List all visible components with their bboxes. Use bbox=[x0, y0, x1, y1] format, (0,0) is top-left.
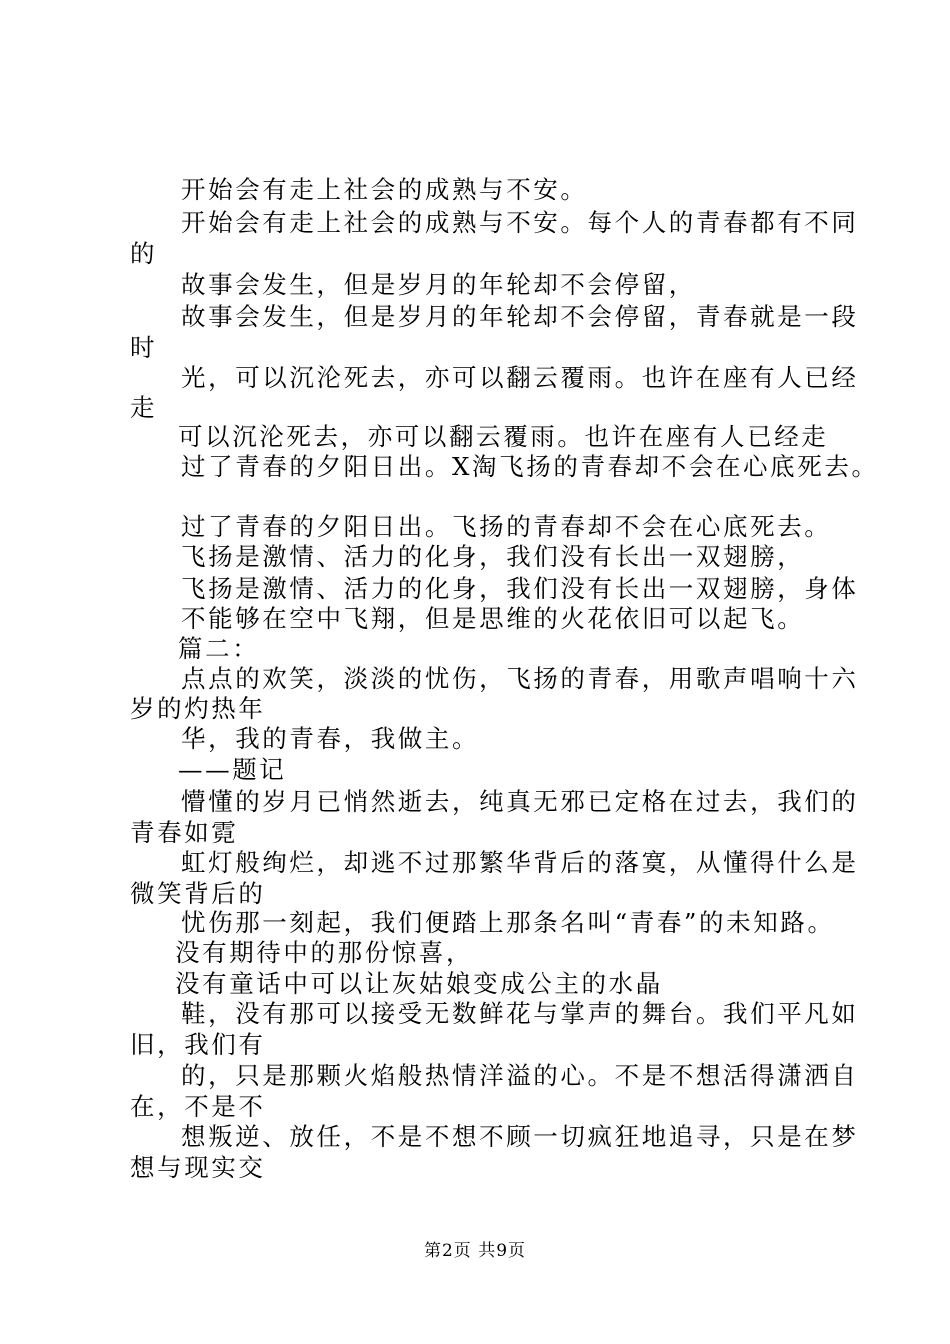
text-line: 飞扬是激情、活力的化身，我们没有长出一双翅膀，身体 bbox=[181, 574, 859, 603]
text-line: 开始会有走上社会的成熟与不安。每个人的青春都有不同 bbox=[181, 208, 859, 237]
heading: 篇二： bbox=[178, 634, 260, 663]
text-line: 时 bbox=[130, 333, 158, 362]
page-number-footer: 第2页 共9页 bbox=[423, 1241, 527, 1261]
text-line: 鞋，没有那可以接受无数鲜花与掌声的舞台。我们平凡如 bbox=[181, 999, 859, 1028]
text-line: 故事会发生，但是岁月的年轮却不会停留，青春就是一段 bbox=[181, 302, 859, 331]
epigraph-attribution: ——题记 bbox=[178, 755, 287, 784]
text-line: 想叛逆、放任，不是不想不顾一切疯狂地追寻，只是在梦 bbox=[181, 1122, 859, 1151]
text-line: 点点的欢笑，淡淡的忧伤，飞扬的青春，用歌声唱响十六 bbox=[181, 664, 859, 693]
text-line: 微笑背后的 bbox=[130, 879, 266, 908]
text-line: 懵懂的岁月已悄然逝去，纯真无邪已定格在过去，我们的 bbox=[181, 787, 859, 816]
text-line: 过了青春的夕阳日出。X淘飞扬的青春却不会在心底死去。 bbox=[181, 452, 879, 481]
text-line: 过了青春的夕阳日出。飞扬的青春却不会在心底死去。 bbox=[181, 512, 832, 541]
text-line: 开始会有走上社会的成熟与不安。 bbox=[181, 175, 588, 204]
text-line: 在，不是不 bbox=[130, 1092, 266, 1121]
text-line: 想与现实交 bbox=[130, 1153, 266, 1182]
text-line: 的 bbox=[130, 239, 158, 268]
text-line: 可以沉沦死去，亦可以翻云覆雨。也许在座有人已经走 bbox=[178, 422, 829, 451]
text-line: 忧伤那一刻起，我们便踏上那条名叫“青春”的未知路。 bbox=[181, 908, 835, 937]
text-line: 不能够在空中飞翔，但是思维的火花依旧可以起飞。 bbox=[181, 604, 805, 633]
text-line: 旧，我们有 bbox=[130, 1030, 266, 1059]
text-line: 岁的灼热年 bbox=[130, 694, 266, 723]
text-line: 没有童话中可以让灰姑娘变成公主的水晶 bbox=[175, 969, 663, 998]
text-line: 走 bbox=[130, 393, 158, 422]
text-line: 的，只是那颗火焰般热情洋溢的心。不是不想活得潇洒自 bbox=[181, 1061, 859, 1090]
text-line: 华，我的青春，我做主。 bbox=[181, 724, 480, 753]
text-line: 光，可以沉沦死去，亦可以翻云覆雨。也许在座有人已经 bbox=[181, 363, 859, 392]
text-line: 没有期待中的那份惊喜， bbox=[175, 938, 474, 967]
text-line: 虹灯般绚烂，却逃不过那繁华背后的落寞，从懂得什么是 bbox=[181, 848, 859, 877]
text-line: 飞扬是激情、活力的化身，我们没有长出一双翅膀， bbox=[181, 542, 805, 571]
text-line: 青春如霓 bbox=[130, 818, 239, 847]
text-line: 故事会发生，但是岁月的年轮却不会停留， bbox=[181, 270, 696, 299]
